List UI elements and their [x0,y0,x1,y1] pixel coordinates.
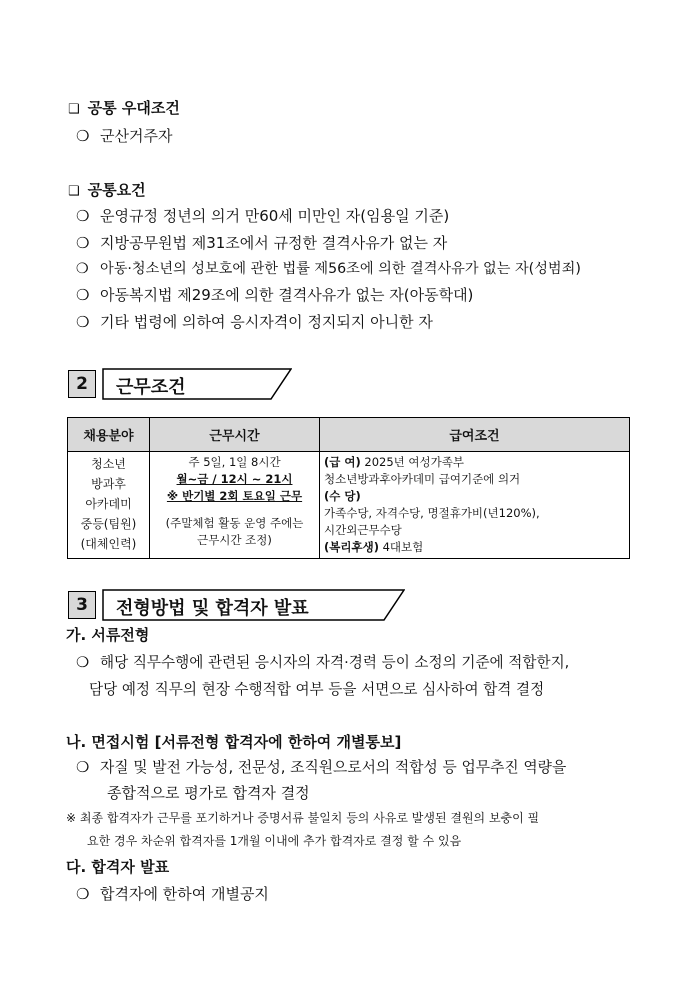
list-item: ❍ 아동복지법 제29조에 의한 결격사유가 없는 자(아동학대) [76,286,474,304]
paragraph-line: ❍ 합격자에 한하여 개별공지 [76,885,269,903]
paragraph-line: 담당 예정 직무의 현장 수행적합 여부 등을 서면으로 심사하여 합격 결정 [89,681,545,698]
subsection-heading: 가. 서류전형 [66,626,150,644]
subsection-heading: 다. 합격자 발표 [66,858,170,876]
table-row [68,452,630,559]
list-item: ❍ 아동·청소년의 성보호에 관한 법률 제56조에 의한 결격사유가 없는 자(성범죄) [76,261,581,277]
table-header: 급여조건 [320,418,630,452]
salary-cell: (급 여) 2025년 여성가족부 청소년방과후아카데미 급여기준에 의거 (수 당) 가족수당, 자격수당, 명절휴가비(년120%), 시간외근무수당 (복리후생) 4대보험 [320,452,630,559]
circle-bullet-icon: ❍ [76,286,90,304]
circle-bullet-icon: ❍ [76,885,90,903]
work-conditions-table [67,417,630,559]
section-number: 2 [68,370,96,398]
paragraph-line: ❍ 해당 직무수행에 관련된 응시자의 자격·경력 등이 소정의 기준에 적합한지, [76,654,570,671]
table-header: 채용분야 [68,418,150,452]
list-item: ❍ 기타 법령에 의하여 응시자격이 정지되지 아니한 자 [76,313,433,331]
note-line: ※ 최종 합격자가 근무를 포기하거나 증명서류 불일치 등의 사유로 발생된 결원의 보충이 필 [66,811,540,825]
circle-bullet-icon: ❍ [76,313,90,331]
square-bullet-icon: ❑ [68,184,80,199]
section-title: 근무조건 [116,377,186,398]
circle-bullet-icon: ❍ [76,654,90,671]
subsection-heading: 나. 면접시험 [서류전형 합격자에 한하여 개별통보] [66,733,402,751]
table-header: 근무시간 [150,418,320,452]
paragraph-line: ❍ 자질 및 발전 가능성, 전문성, 조직원으로서의 적합성 등 업무추진 역량을 [76,759,567,776]
table-header-row [68,418,630,452]
paragraph-line: 종합적으로 평가로 합격자 결정 [107,784,310,802]
square-bullet-icon: ❑ [68,102,80,117]
circle-bullet-icon: ❍ [76,759,90,776]
common-requirements-heading: ❑ 공통요건 [68,181,146,199]
common-preference-heading: ❑ 공통 우대조건 [68,99,180,117]
circle-bullet-icon: ❍ [76,207,90,225]
list-item: ❍ 군산거주자 [76,127,173,145]
circle-bullet-icon: ❍ [76,127,90,145]
section-title: 전형방법 및 합격자 발표 [116,598,309,619]
field-cell: 청소년 방과후 아카데미 중등(팀원) (대체인력) [68,452,150,559]
note-line: 요한 경우 차순위 합격자를 1개월 이내에 추가 합격자로 결정 할 수 있음 [87,834,462,848]
section-number: 3 [68,591,96,619]
circle-bullet-icon: ❍ [76,234,90,252]
circle-bullet-icon: ❍ [76,261,89,277]
hours-cell: 주 5일, 1일 8시간 월~금 / 12시 ~ 21시 ※ 반기별 2회 토요일 근무 (주말체험 활동 운영 주에는 근무시간 조정) [150,452,320,559]
list-item: ❍ 운영규정 정년의 의거 만60세 미만인 자(임용일 기준) [76,207,450,225]
list-item: ❍ 지방공무원법 제31조에서 규정한 결격사유가 없는 자 [76,234,448,252]
